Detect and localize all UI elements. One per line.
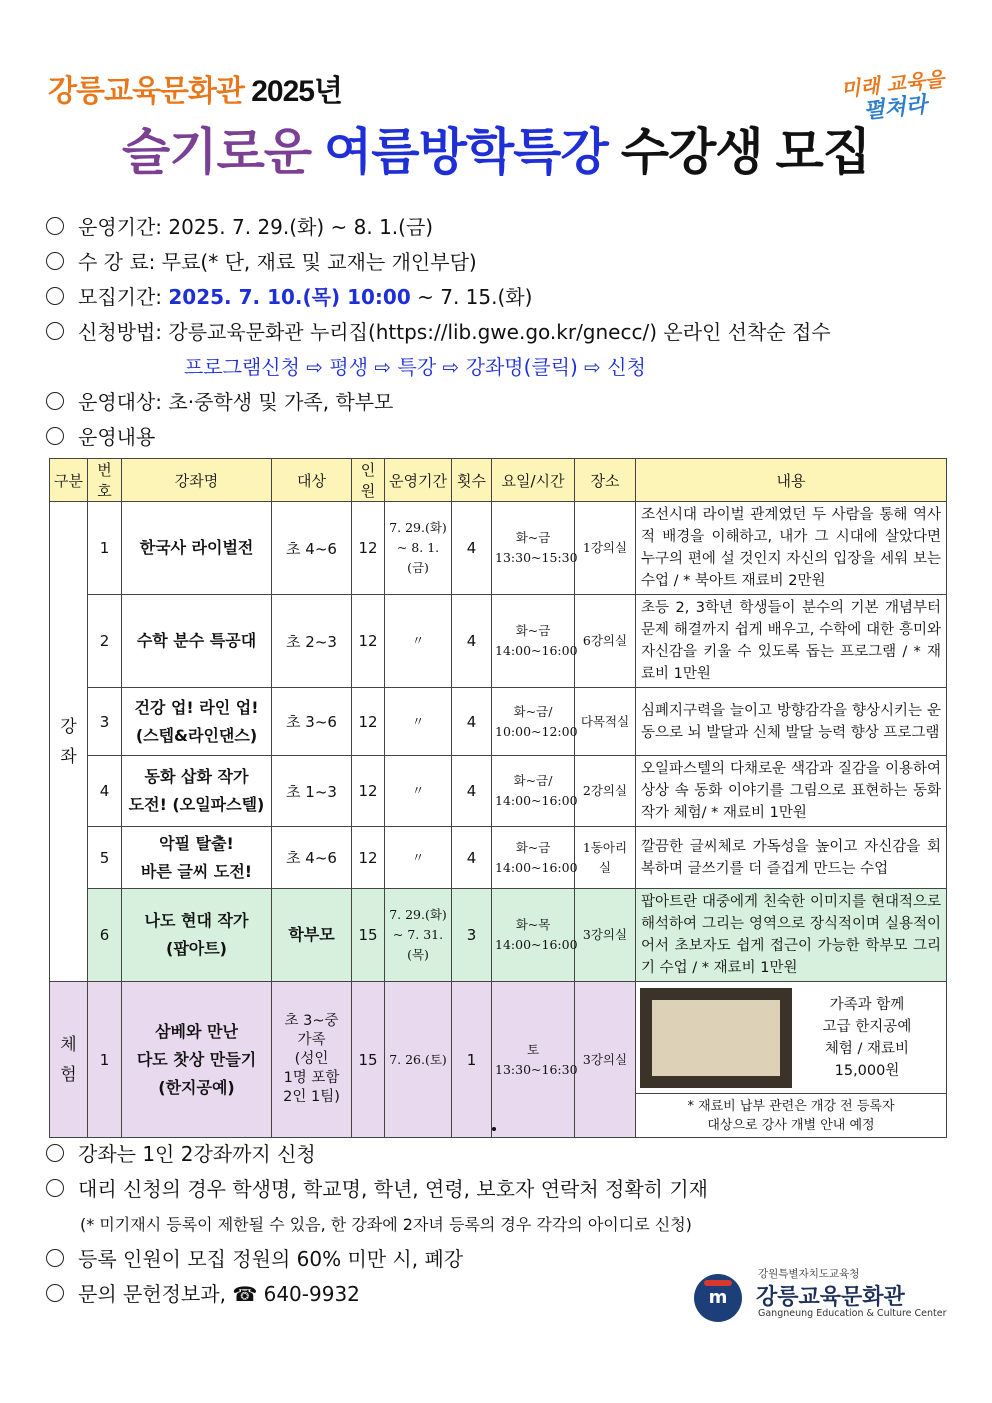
lecture-target: 초 4~6 <box>272 827 352 889</box>
lecture-target: 초 1~3 <box>272 756 352 827</box>
program-table <box>49 458 947 1138</box>
note-line-4: 문의 문헌정보과, ☎ 640-9932 <box>46 1277 946 1312</box>
lecture-target: 학부모 <box>272 889 352 982</box>
logo-top-text: 강원특별자치도교육청 <box>758 1268 860 1280</box>
lecture-name: 수학 분수 특공대 <box>122 595 272 688</box>
info-section <box>46 210 946 455</box>
table-row <box>50 827 947 889</box>
tray-photo <box>640 988 792 1088</box>
lecture-desc: 깔끔한 글씨체로 가독성을 높이고 자신감을 회복하며 글쓰기를 더 즐겁게 만드는 수업 <box>636 827 947 889</box>
circle-bullet-icon <box>46 252 64 270</box>
lecture-place: 다목적실 <box>575 688 636 756</box>
center-logo <box>694 1262 947 1324</box>
row-no: 1 <box>88 502 122 595</box>
table-row <box>50 688 947 756</box>
year: 2025년 <box>251 75 342 108</box>
org-name: 강릉교육문화관 <box>48 75 244 108</box>
slogan-line1: 미래 교육을 <box>840 66 946 102</box>
header-cell: 번호 <box>88 459 122 502</box>
lecture-place: 3강의실 <box>575 889 636 982</box>
lecture-target: 초 3~6 <box>272 688 352 756</box>
lecture-capacity: 15 <box>352 889 385 982</box>
lecture-time: 화~금/ 10:00~12:00 <box>492 688 575 756</box>
note-line-3: 등록 인원이 모집 정원의 60% 미만 시, 폐강 <box>46 1242 946 1277</box>
header-cell: 인원 <box>352 459 385 502</box>
lecture-period: 7. 26.(토) <box>385 982 452 1138</box>
title-part2: 여름방학특강 <box>323 124 608 180</box>
experience-desc: 가족과 함께 고급 한지공예 체험 / 재료비 15,000원 <box>822 996 912 1079</box>
stray-dot <box>492 1127 496 1131</box>
header-cell: 강좌명 <box>122 459 272 502</box>
row-no: 4 <box>88 756 122 827</box>
circle-bullet-icon <box>46 1284 64 1302</box>
category-experience: 체 험 <box>50 982 88 1138</box>
lecture-desc: 초등 2, 3학년 학생들이 분수의 기본 개념부터 문제 해결까지 쉽게 배우고, 수학에 대한 흥미와 자신감을 키울 수 있도록 돕는 프로그램 / * 재료비 1만원 <box>636 595 947 688</box>
lecture-place: 3강의실 <box>575 982 636 1138</box>
experience-note: * 재료비 납부 관련은 개강 전 등록자 대상으로 강사 개별 안내 예정 <box>636 1094 947 1138</box>
lecture-period: 7. 29.(화) ~ 7. 31.(목) <box>385 889 452 982</box>
lecture-name: 악필 탈출! 바른 글씨 도전! <box>122 827 272 889</box>
lecture-place: 1동아리실 <box>575 827 636 889</box>
info-fee: 수 강 료: 무료(* 단, 재료 및 교재는 개인부담) <box>46 245 946 280</box>
circle-bullet-icon <box>46 217 64 235</box>
lecture-period: 〃 <box>385 827 452 889</box>
header-cell: 요일/시간 <box>492 459 575 502</box>
lecture-time: 화~금 14:00~16:00 <box>492 827 575 889</box>
slogan-line2: 펼쳐라 <box>862 91 929 125</box>
info-apply: 신청방법: 강릉교육문화관 누리집(https://lib.gwe.go.kr/gnecc/) 온라인 선착순 접수 <box>46 315 946 350</box>
row-no: 2 <box>88 595 122 688</box>
category-lecture: 강 좌 <box>50 502 88 982</box>
circle-bullet-icon <box>46 1249 64 1267</box>
lecture-name: 나도 현대 작가 (팝아트) <box>122 889 272 982</box>
apply-steps: 프로그램신청 ⇨ 평생 ⇨ 특강 ⇨ 강좌명(클릭) ⇨ 신청 <box>184 355 646 379</box>
lecture-period: 〃 <box>385 756 452 827</box>
lecture-capacity: 12 <box>352 827 385 889</box>
phone-number[interactable]: ☎ 640-9932 <box>232 1282 360 1306</box>
lecture-time: 화~금 13:30~15:30 <box>492 502 575 595</box>
table-row <box>50 595 947 688</box>
lecture-time: 화~금 14:00~16:00 <box>492 595 575 688</box>
apply-link[interactable]: 강릉교육문화관 누리집(https://lib.gwe.go.kr/gnecc/) 온라인 선착순 접수 <box>168 320 831 344</box>
header-cell: 구분 <box>50 459 88 502</box>
header-subtitle <box>48 66 342 110</box>
lecture-desc: 심폐지구력을 늘이고 방향감각을 향상시키는 운동으로 뇌 발달과 신체 발달 능력 향상 프로그램 <box>636 688 947 756</box>
lecture-name: 한국사 라이벌전 <box>122 502 272 595</box>
row-no: 6 <box>88 889 122 982</box>
lecture-place: 1강의실 <box>575 502 636 595</box>
note-line-2: 대리 신청의 경우 학생명, 학교명, 학년, 연령, 보호자 연락처 정확히 기재 <box>46 1172 946 1207</box>
row-no: 1 <box>88 982 122 1138</box>
lecture-name: 동화 삽화 작가 도전! (오일파스텔) <box>122 756 272 827</box>
info-period: 운영기간: 2025. 7. 29.(화) ~ 8. 1.(금) <box>46 210 946 245</box>
lecture-count: 4 <box>452 827 492 889</box>
lecture-capacity: 12 <box>352 756 385 827</box>
lecture-count: 4 <box>452 688 492 756</box>
lecture-period: 〃 <box>385 688 452 756</box>
lecture-capacity: 12 <box>352 688 385 756</box>
logo-icon: m <box>694 1274 742 1322</box>
experience-desc-cell <box>636 982 947 1094</box>
lecture-time: 화~금/ 14:00~16:00 <box>492 756 575 827</box>
lecture-period: 〃 <box>385 595 452 688</box>
lecture-place: 6강의실 <box>575 595 636 688</box>
lecture-capacity: 15 <box>352 982 385 1138</box>
table-row <box>50 889 947 982</box>
lecture-count: 4 <box>452 502 492 595</box>
lecture-target: 초 2~3 <box>272 595 352 688</box>
logo-english: Gangneung Education & Culture Center <box>758 1308 947 1319</box>
lecture-target: 초 3~중 가족 (성인 1명 포함 2인 1팀) <box>272 982 352 1138</box>
note-line-1: 강좌는 1인 2강좌까지 신청 <box>46 1137 946 1172</box>
logo-name: 강릉교육문화관 <box>756 1285 905 1310</box>
lecture-place: 2강의실 <box>575 756 636 827</box>
lecture-period: 7. 29.(화) ~ 8. 1.(금) <box>385 502 452 595</box>
header-cell: 장소 <box>575 459 636 502</box>
table-row <box>50 982 947 1094</box>
circle-bullet-icon <box>46 322 64 340</box>
lecture-name: 건강 업! 라인 업! (스텝&라인댄스) <box>122 688 272 756</box>
circle-bullet-icon <box>46 287 64 305</box>
title-part1: 슬기로운 <box>121 124 312 180</box>
table-row <box>50 756 947 827</box>
header-cell: 운영기간 <box>385 459 452 502</box>
circle-bullet-icon <box>46 1179 64 1197</box>
page-title <box>0 112 992 184</box>
lecture-count: 1 <box>452 982 492 1138</box>
lecture-count: 4 <box>452 756 492 827</box>
note-sub: (* 미기재시 등록이 제한될 수 있음, 한 강좌에 2자녀 등록의 경우 각각의 아이디로 신청) <box>80 1215 692 1234</box>
lecture-desc: 조선시대 라이벌 관계였던 두 사람을 통해 역사적 배경을 이해하고, 내가 그 시대에 살았다면 누구의 편에 설 것인지 자신의 입장을 세워 보는 수업 / * 북아트 재료비 2만원 <box>636 502 947 595</box>
table-row <box>50 502 947 595</box>
table-header-row <box>50 459 947 502</box>
lecture-capacity: 12 <box>352 502 385 595</box>
info-target: 운영대상: 초·중학생 및 가족, 학부모 <box>46 385 946 420</box>
circle-bullet-icon <box>46 427 64 445</box>
header-cell: 횟수 <box>452 459 492 502</box>
lecture-desc: 오일파스텔의 다채로운 색감과 질감을 이용하여 상상 속 동화 이야기를 그림으로 표현하는 동화작가 체험/ * 재료비 1만원 <box>636 756 947 827</box>
lecture-time: 토 13:30~16:30 <box>492 982 575 1138</box>
title-part3: 수강생 모집 <box>620 124 871 180</box>
lecture-count: 4 <box>452 595 492 688</box>
lecture-count: 3 <box>452 889 492 982</box>
info-recruit: 모집기간: 2025. 7. 10.(목) 10:00 ~ 7. 15.(화) <box>46 280 946 315</box>
lecture-capacity: 12 <box>352 595 385 688</box>
info-content: 운영내용 <box>46 420 946 455</box>
row-no: 3 <box>88 688 122 756</box>
circle-bullet-icon <box>46 392 64 410</box>
lecture-time: 화~목 14:00~16:00 <box>492 889 575 982</box>
header-cell: 대상 <box>272 459 352 502</box>
row-no: 5 <box>88 827 122 889</box>
header-cell: 내용 <box>636 459 947 502</box>
lecture-name: 삼베와 만난 다도 찻상 만들기 (한지공예) <box>122 982 272 1138</box>
lecture-target: 초 4~6 <box>272 502 352 595</box>
lecture-desc: 팝아트란 대중에게 친숙한 이미지를 현대적으로 해석하여 그리는 영역으로 장식적이며 실용적이어서 초보자도 쉽게 접근이 가능한 학부모 그리기 수업 / * 재료비 1만원 <box>636 889 947 982</box>
circle-bullet-icon <box>46 1144 64 1162</box>
